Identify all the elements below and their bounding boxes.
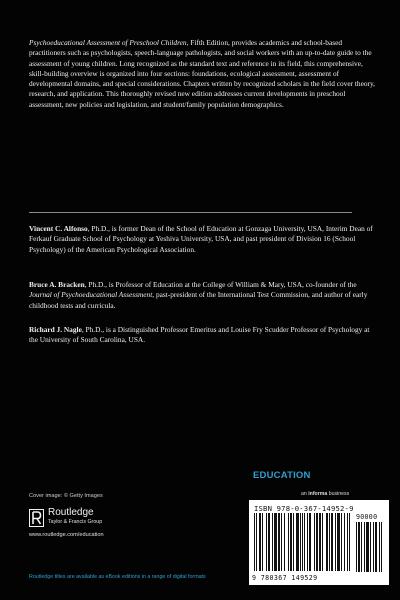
barcode-bar [272, 513, 273, 571]
barcode-bar [266, 513, 267, 571]
ebook-availability-note: Routledge titles are available as eBook editions in a range of digital formats [29, 574, 206, 580]
barcode-bar [284, 513, 285, 571]
barcode-bar [281, 513, 282, 571]
routledge-logo-icon [29, 509, 44, 527]
barcode-bar [358, 522, 360, 572]
barcode-bar [304, 513, 305, 571]
barcode-bar [335, 513, 336, 571]
author-bio-text: , Ph.D., is Professor of Education at the College of William & Mary, USA, co-founder of the [84, 280, 357, 289]
barcode-bar [366, 522, 369, 572]
barcode-digits: 9 780367 149529 [252, 574, 318, 582]
publisher-website: www.routledge.com/education [29, 532, 104, 538]
author-bio-text: , Ph.D., is a Distinguished Professor Emeritus and Louise Fry Scudder Professor of Psychology at the University of South Carolina, USA. [29, 325, 370, 345]
barcode-bar [278, 513, 280, 571]
barcode-bar [259, 513, 261, 571]
author-name: Bruce A. Bracken [29, 280, 85, 289]
book-edition: Fifth Edition, [188, 38, 230, 47]
author-bio-alfonso [29, 224, 377, 255]
barcode-bar [361, 522, 362, 572]
barcode-bar [322, 513, 323, 571]
barcode-bar [356, 522, 357, 572]
barcode-bar [329, 513, 330, 571]
cover-image-credit: Cover image: © Getty Images [29, 493, 103, 499]
barcode-bar [254, 513, 255, 571]
publisher-name: Routledge [48, 507, 94, 518]
subject-label: EDUCATION [253, 470, 311, 481]
author-bio-text: , past-president of the International Test Commission, and author of early childhood tests and curricula. [29, 290, 368, 310]
barcode-bar [370, 522, 371, 572]
barcode-bar [341, 513, 342, 571]
barcode-bar [381, 522, 382, 572]
barcode-bar [300, 513, 301, 571]
author-bio-bracken [29, 280, 377, 311]
barcode-bars [254, 513, 352, 573]
barcode-bar [307, 513, 308, 571]
barcode-bar [296, 513, 299, 571]
barcode-bar [314, 513, 315, 571]
barcode-bar [262, 513, 263, 571]
barcode-bar [337, 513, 340, 571]
barcode-bar [302, 513, 303, 571]
barcode-bar [309, 513, 311, 571]
journal-title: Journal of Psychoeducational Assessment [29, 290, 153, 300]
barcode-bar [375, 522, 377, 572]
barcode-bar [331, 513, 333, 571]
publisher-group: Taylor & Francis Group [48, 519, 103, 525]
author-name: Richard J. Nagle [29, 325, 82, 334]
barcode-bar [326, 513, 328, 571]
book-description [29, 38, 379, 110]
book-title: Psychoeducational Assessment of Preschool Children, [29, 38, 189, 47]
isbn-barcode [249, 500, 389, 585]
barcode-bar [288, 513, 289, 571]
price-code: 90000 [356, 513, 378, 521]
isbn-text: ISBN 978-0-367-14952-9 [254, 504, 354, 513]
author-bio-nagle [29, 325, 377, 346]
section-divider [29, 212, 352, 213]
informa-brand: informa [308, 491, 328, 497]
barcode-bar [316, 513, 318, 571]
barcode-bar [364, 522, 365, 572]
price-barcode-bars [356, 522, 384, 577]
barcode-bar [373, 522, 374, 572]
barcode-bar [293, 513, 294, 571]
barcode-bar [379, 522, 380, 572]
barcode-bar [349, 513, 350, 571]
barcode-bar [344, 513, 345, 571]
description-body: provides academics and school-based practitioners such as psychologists, speech-language pathologists, and social workers with an up-to-date guide to the assessment of young children. Long recognized as the standard text and reference in its field, this comprehensive, skill-building overview is organized into four sections: foundations, ecological assessment, assessment of developmental domains, and special considerations. Chapters written by recognized scholars in the field cover theory, research, and application. This thoroughly revised new edition addresses current developments in preschool assessment, new policies and legislation, and student/family population demographics. [29, 38, 375, 109]
barcode-bar [268, 513, 270, 571]
author-bio-text: , Ph.D., is former Dean of the School of Education at Gonzaga University, USA, Interim Dean of Ferkauf Graduate School of Psychology at Yeshiva University, USA, and past president of Division 16 (School Psychology) of the American Psychological Association. [29, 224, 373, 254]
barcode-bar [274, 513, 277, 571]
informa-business-tag: an informa business [301, 491, 350, 497]
author-name: Vincent C. Alfonso [29, 224, 88, 233]
barcode-bar [256, 513, 257, 571]
barcode-bar [347, 513, 348, 571]
barcode-bar [319, 513, 321, 571]
barcode-bar [290, 513, 292, 571]
